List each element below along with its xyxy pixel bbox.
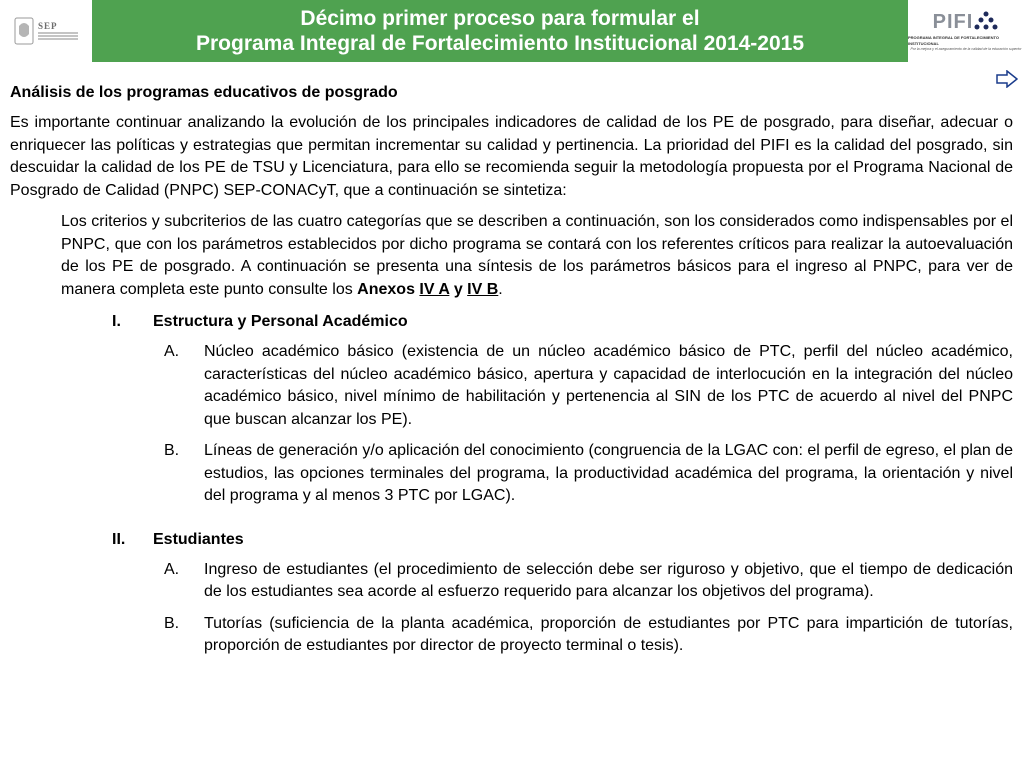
section-title: Análisis de los programas educativos de posgrado — [10, 84, 398, 101]
header-title-line2: Programa Integral de Fortalecimiento Institucional 2014-2015 — [195, 32, 805, 55]
section-heading — [112, 529, 1013, 551]
intro-paragraph: Es importante continuar analizando la evolución de los principales indicadores de calidad de los PE de posgrado, para diseñar, adecuar o enriquecer las políticas y estrategias que permitan incrementar su calidad y pertinencia. La prioridad del PIFI es la calidad del posgrado, sin descuidar la calidad de los PE de TSU y Licenciatura, para ello se recomienda seguir la metodología propuesta por el Programa Nacional de Posgrado de Calidad (PNPC) SEP-CONACyT, que a continuación se sintetiza: — [10, 114, 1013, 199]
pifi-logo-tagline: Por la mejora y el aseguramiento de la calidad de la educación superior — [910, 46, 1022, 51]
annex-iv-b-link[interactable]: IV B — [467, 280, 499, 298]
pifi-logo-subtitle: PROGRAMA INTEGRAL DE FORTALECIMIENTO INSTITUCIONAL — [908, 34, 999, 46]
header-title-banner — [92, 0, 908, 62]
list-item-text: Ingreso de estudiantes (el procedimiento de selección debe ser riguroso y objetivo, que el tiempo de dedicación de los estudiantes sea acorde al esfuerzo requerido para alcanzar los objetivos del programa). — [204, 560, 1013, 600]
list-item-letter: B. — [164, 442, 180, 459]
slide-content — [10, 82, 1013, 667]
list-item — [164, 440, 1013, 508]
list-item-text: Tutorías (suficiencia de la planta académica, proporción de estudiantes por PTC para impartición de tutorías, proporción de estudiantes por director de proyecto terminal o tesis). — [204, 614, 1013, 654]
pifi-logo — [908, 0, 1024, 62]
list-item-letter: A. — [164, 343, 180, 360]
people-figures-icon — [973, 11, 999, 33]
list-item-letter: B. — [164, 614, 180, 632]
sep-logo-text: SEP — [38, 21, 58, 31]
criteria-period: . — [498, 280, 503, 298]
list-item — [164, 341, 1013, 431]
section-heading-text: Estudiantes — [153, 530, 244, 548]
pifi-logo-text: PIFI — [932, 10, 974, 33]
section-number: I. — [112, 313, 121, 330]
list-item-text: Núcleo académico básico (existencia de un núcleo académico básico de PTC, perfil del núcleo académico, características del núcleo académico básico, apertura y capacidad de interlocución en la integración del núcleo académico básico, nivel mínimo de habilitación y pertenencia al SIN de los PTC de acuerdo al nivel del PNPC que buscan alcanzar los PE). — [204, 343, 1013, 428]
list-item-letter: A. — [164, 560, 180, 578]
list-item-text: Líneas de generación y/o aplicación del conocimiento (congruencia de la LGAC con: el perfil de egreso, el plan de estudios, las opciones terminales del programa, la productividad académica del programa, la orientación y nivel del programa y al menos 3 PTC por LGAC). — [204, 442, 1013, 504]
sep-eagle-icon — [14, 16, 34, 46]
header-title-line1: Décimo primer proceso para formular el — [300, 7, 700, 30]
section-heading-text: Estructura y Personal Académico — [153, 313, 408, 330]
list-item — [164, 559, 1013, 604]
criteria-text: Los criterios y subcriterios de las cuatro categorías que se describen a continuación, son los considerados como indispensables por el PNPC, que con los parámetros establecidos por dicho programa se contará con los referentes críticos para realizar la autoevaluación de los PE de posgrado. A continuación se presenta una síntesis de los parámetros básicos para el ingreso al PNPC, para ver de manera completa este punto consulte los — [61, 213, 1013, 298]
section-heading — [112, 311, 1013, 333]
annex-conjunction: y — [453, 280, 463, 298]
section-number: II. — [112, 530, 126, 548]
sep-logo — [0, 0, 92, 62]
annex-iv-a-link[interactable]: IV A — [419, 280, 450, 298]
list-item — [164, 613, 1013, 658]
sep-logo-subtext — [38, 31, 78, 41]
criteria-paragraph — [61, 211, 1013, 301]
annexes-label: Anexos — [357, 280, 415, 298]
